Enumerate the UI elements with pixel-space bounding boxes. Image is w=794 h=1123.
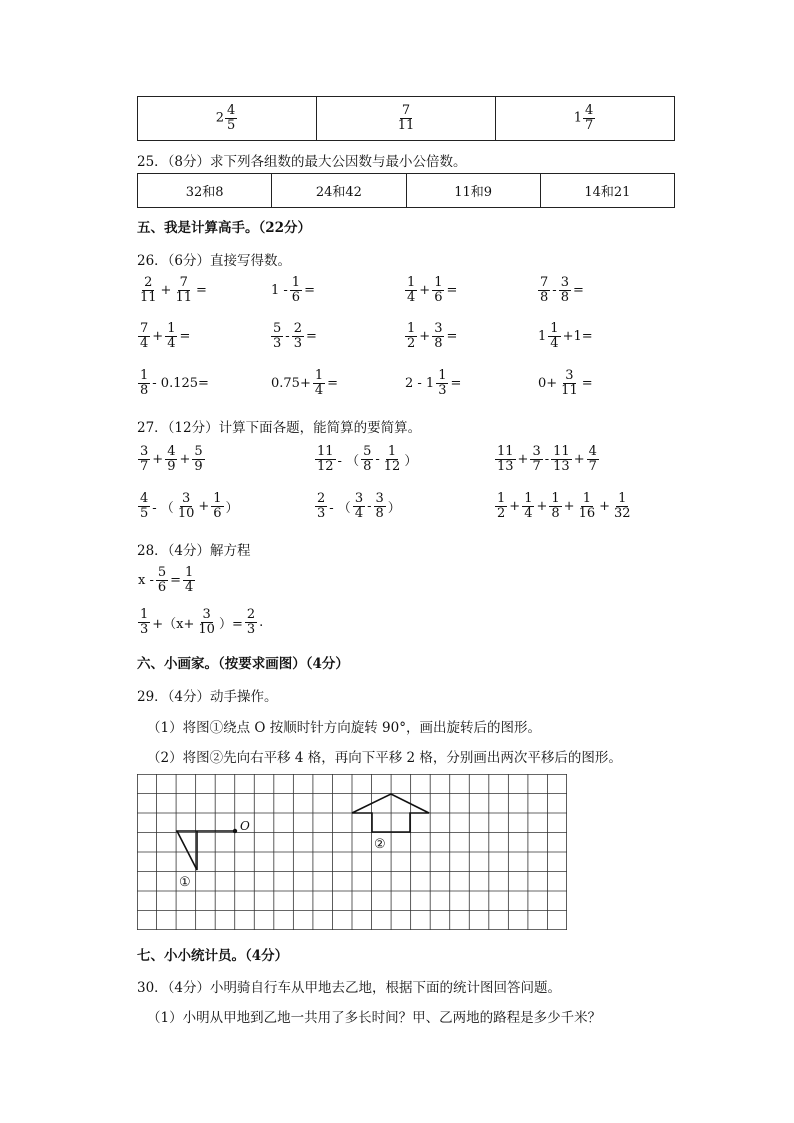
fraction: $\frac{5}{8}$	[363, 444, 372, 474]
gcd-lcm-table	[137, 173, 675, 208]
expression-text: +	[419, 328, 431, 344]
fraction: $\frac{1}{4}$	[407, 275, 416, 305]
expression-text: +	[573, 451, 585, 467]
fraction: $\frac{3}{4}$	[354, 491, 364, 521]
expression-text: ）	[387, 500, 401, 516]
question-27-title: 27．（12分）计算下面各题，能简算的要简算。	[137, 420, 422, 436]
fraction: $\frac{3}{10}$	[198, 607, 215, 637]
fraction: $\frac{11}{13}$	[553, 444, 570, 474]
math-expression	[537, 276, 585, 304]
expression-text: - （	[337, 453, 360, 469]
math-expression	[137, 445, 206, 473]
expression-text: +	[563, 498, 575, 514]
section-6-heading: 六、小画家。（按要求画图）（4分）	[137, 656, 349, 672]
expression-text: -	[375, 451, 380, 467]
expression-text: +	[517, 451, 529, 467]
fraction: $\frac{1}{6}$	[291, 275, 301, 305]
expression-text: -	[552, 282, 557, 298]
fraction: $\frac{7}{8}$	[540, 275, 549, 305]
question-29-title: 29．（4分）动手操作。	[137, 689, 278, 705]
fraction: $\frac{1}{32}$	[614, 491, 631, 521]
expression-text: +	[179, 451, 191, 467]
math-expression	[137, 492, 240, 520]
expression-text: =	[446, 328, 458, 344]
fraction: $\frac{11}{12}$	[317, 444, 334, 474]
math-expression	[137, 276, 208, 304]
fraction: $\frac{1}{16}$	[578, 491, 596, 521]
expression-text: -	[367, 498, 372, 514]
section-7-heading: 七、小小统计员。（4分）	[137, 948, 289, 964]
math-expression	[404, 276, 458, 304]
fraction: $\frac{1}{6}$	[213, 491, 222, 521]
expression-text: +1=	[562, 328, 593, 344]
expression-text: +	[152, 328, 164, 344]
expression-text: =	[196, 282, 207, 298]
fraction: $\frac{3}{8}$	[375, 491, 384, 521]
expression-text: -	[285, 328, 290, 344]
fraction: $\frac{5}{6}$	[157, 565, 167, 595]
fraction: $\frac{1}{3}$	[438, 368, 447, 398]
expression-text: - （	[329, 500, 351, 516]
fraction: $\frac{1}{4}$	[314, 368, 324, 398]
fraction: $\frac{4}{9}$	[167, 444, 176, 474]
grid-lines	[137, 774, 567, 930]
expression-text: +	[419, 282, 431, 298]
fraction: $\frac{1}{4}$	[550, 321, 559, 351]
expression-text: .	[259, 614, 264, 630]
question-30-title: 30．（4分）小明骑自行车从甲地去乙地，根据下面的统计图回答问题。	[137, 980, 562, 996]
fraction: $\frac{2}{3}$	[293, 321, 302, 351]
math-expression	[270, 322, 318, 350]
math-expression	[537, 369, 594, 397]
expression-text: +	[152, 451, 164, 467]
fraction: $\frac{1}{3}$	[140, 607, 149, 637]
math-expression	[137, 566, 196, 594]
number-pair-cell: 24和42	[272, 174, 406, 208]
math-expression	[314, 492, 402, 520]
drawing-grid[interactable]	[137, 774, 567, 930]
fraction: $\frac{3}{7}$	[532, 444, 541, 474]
math-expression	[137, 369, 210, 397]
math-expression	[404, 322, 458, 350]
math-expression	[270, 276, 316, 304]
question-28-title: 28．（4分）解方程	[137, 543, 251, 559]
math-expression	[537, 322, 594, 350]
expression-text: =	[572, 282, 584, 298]
fraction: $\frac{3}{7}$	[140, 444, 149, 474]
figure-1-label: ①	[179, 875, 191, 890]
expression-text: 1	[538, 328, 547, 344]
expression-text: +	[198, 498, 210, 514]
fraction: $\frac{1}{4}$	[185, 565, 194, 595]
fraction: $\frac{1}{6}$	[434, 275, 443, 305]
question-29-part-2: （2）将图②先向右平移 4 格，再向下平移 2 格，分别画出两次平移后的图形。	[147, 750, 622, 766]
fraction: $\frac{1}{2}$	[497, 491, 506, 521]
fraction: $\frac{1}{2}$	[407, 321, 416, 351]
expression-text: 0+	[538, 375, 558, 391]
expression-text: ）	[404, 453, 418, 469]
expression-text: =	[581, 375, 593, 391]
fraction-cell: 1 $\frac{4}{7}$	[496, 97, 675, 141]
fraction: $\frac{3}{10}$	[177, 491, 195, 521]
expression-text: =	[450, 375, 462, 391]
expression-text: =	[305, 328, 317, 344]
expression-text: =	[327, 375, 339, 391]
expression-text: 0.75+	[271, 375, 311, 391]
expression-text: - 0.125=	[152, 375, 209, 391]
fraction: $\frac{1}{4}$	[167, 321, 176, 351]
point-o-label: O	[240, 819, 250, 833]
figure-2-label: ②	[374, 837, 386, 852]
expression-text: +	[599, 498, 611, 514]
question-26-title: 26．（6分）直接写得数。	[137, 253, 292, 269]
fraction: $\frac{2}{3}$	[317, 491, 326, 521]
math-expression	[137, 608, 264, 636]
math-expression	[494, 445, 600, 473]
fraction-table	[137, 96, 675, 141]
number-pair-cell: 11和9	[406, 174, 540, 208]
expression-text: =	[179, 328, 191, 344]
fraction: $\frac{3}{8}$	[560, 275, 569, 305]
fraction-cell: 2 $\frac{4}{5}$	[138, 97, 317, 141]
math-expression	[494, 492, 634, 520]
expression-text: 1 -	[271, 282, 288, 298]
math-expression	[137, 322, 191, 350]
math-expression	[314, 445, 418, 473]
fraction: $\frac{11}{13}$	[497, 444, 514, 474]
expression-text: +	[509, 498, 521, 514]
expression-text: -	[544, 451, 550, 467]
fraction: $\frac{2}{3}$	[246, 607, 256, 637]
fraction: $\frac{1}{4}$	[524, 491, 533, 521]
expression-text: 2 - 1	[405, 375, 435, 391]
fraction: $\frac{3}{8}$	[434, 321, 443, 351]
expression-text: =	[170, 572, 182, 588]
expression-text: +	[160, 282, 172, 298]
fraction: $\frac{7}{4}$	[140, 321, 149, 351]
fraction-cell: $\frac{7}{11}$	[316, 97, 495, 141]
fraction: $\frac{3}{11}$	[561, 368, 578, 398]
question-25-title: 25．（8分）求下列各组数的最大公因数与最小公倍数。	[137, 154, 467, 170]
expression-text: ）=	[218, 616, 243, 632]
section-5-heading: 五、我是计算高手。（22分）	[137, 220, 312, 236]
fraction: $\frac{1}{8}$	[551, 491, 560, 521]
math-expression	[404, 369, 462, 397]
fraction: $\frac{4}{5}$	[140, 491, 149, 521]
fraction: $\frac{4}{7}$	[588, 444, 597, 474]
expression-text: +	[536, 498, 548, 514]
figure-1	[177, 831, 235, 870]
question-30-part-1: （1）小明从甲地到乙地一共用了多长时间？甲、乙两地的路程是多少千米？	[147, 1010, 602, 1026]
expression-text: =	[446, 282, 458, 298]
fraction: $\frac{5}{3}$	[273, 321, 282, 351]
point-o	[233, 829, 237, 833]
expression-text: +（x+	[152, 616, 195, 632]
question-29-part-1: （1）将图①绕点 O 按顺时针方向旋转 90°，画出旋转后的图形。	[147, 720, 541, 736]
expression-text: - （	[152, 500, 174, 516]
number-pair-cell: 14和21	[540, 174, 674, 208]
fraction: $\frac{7}{11}$	[175, 275, 192, 305]
expression-text: =	[304, 282, 315, 298]
expression-text: ）	[225, 500, 239, 516]
math-expression	[270, 369, 339, 397]
expression-text: x -	[138, 572, 154, 588]
number-pair-cell: 32和8	[138, 174, 272, 208]
fraction: $\frac{1}{8}$	[140, 368, 149, 398]
fraction: $\frac{2}{11}$	[140, 275, 157, 305]
fraction: $\frac{1}{12}$	[383, 444, 401, 474]
fraction: $\frac{5}{9}$	[194, 444, 203, 474]
